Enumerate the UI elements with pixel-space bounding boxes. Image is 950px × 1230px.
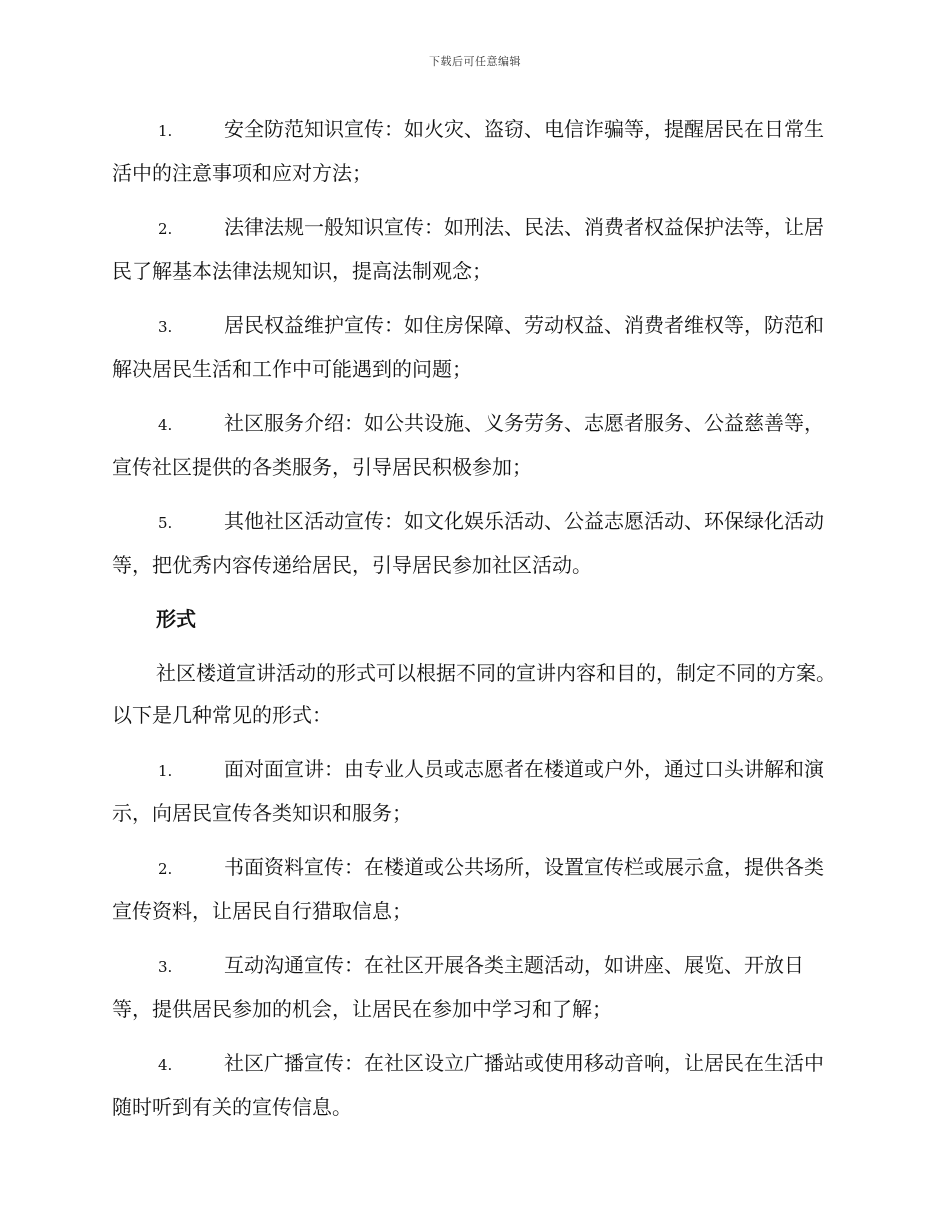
list-item-number: 1. (158, 122, 173, 140)
list-item-text: 社区广播宣传：在社区设立广播站或使用移动音响，让居民在生活中随时听到有关的宣传信息。 (112, 1051, 824, 1119)
list-item-text: 书面资料宣传：在楼道或公共场所，设置宣传栏或展示盒，提供各类宣传资料，让居民自行猎取信息； (112, 855, 824, 923)
list-item-number: 5. (158, 514, 173, 532)
section-heading: 形式 (156, 607, 196, 631)
list-item-number: 2. (158, 860, 173, 878)
list-item-text: 面对面宣讲：由专业人员或志愿者在楼道或户外，通过口头讲解和演示，向居民宣传各类知识和服务； (112, 757, 824, 825)
list-item-text: 社区服务介绍：如公共设施、义务劳务、志愿者服务、公益慈善等，宣传社区提供的各类服务，引导居民积极参加； (112, 411, 824, 479)
page-header: 下载后可任意编辑 (429, 55, 521, 68)
list-item-text: 互动沟通宣传：在社区开展各类主题活动，如讲座、展览、开放日等，提供居民参加的机会，让居民在参加中学习和了解； (112, 953, 804, 1021)
list-item-text: 其他社区活动宣传：如文化娱乐活动、公益志愿活动、环保绿化活动等，把优秀内容传递给居民，引导居民参加社区活动。 (112, 509, 824, 577)
list-item-number: 4. (158, 1056, 173, 1074)
list-item-text: 法律法规一般知识宣传：如刑法、民法、消费者权益保护法等，让居民了解基本法律法规知识，提高法制观念； (112, 215, 824, 283)
list-item (112, 108, 837, 194)
list-item-text: 安全防范知识宣传：如火灾、盗窃、电信诈骗等，提醒居民在日常生活中的注意事项和应对方法； (112, 117, 824, 185)
list-item-number: 1. (158, 762, 173, 780)
list-item (112, 944, 837, 1030)
list-item-text: 居民权益维护宣传：如住房保障、劳动权益、消费者维权等，防范和解决居民生活和工作中可能遇到的问题； (112, 313, 824, 381)
list-item (112, 846, 837, 932)
list-item-number: 2. (158, 220, 173, 238)
document-body (112, 108, 837, 1140)
list-item (112, 402, 837, 488)
list-item-number: 3. (158, 958, 173, 976)
list-item-number: 3. (158, 318, 173, 336)
section-intro: 社区楼道宣讲活动的形式可以根据不同的宣讲内容和目的，制定不同的方案。以下是几种常见的形式： (112, 661, 836, 727)
list-item (112, 1042, 837, 1128)
list-item-number: 4. (158, 416, 173, 434)
list-item (112, 500, 837, 586)
list-item (112, 304, 837, 390)
list-item (112, 206, 837, 292)
list-item (112, 748, 837, 834)
